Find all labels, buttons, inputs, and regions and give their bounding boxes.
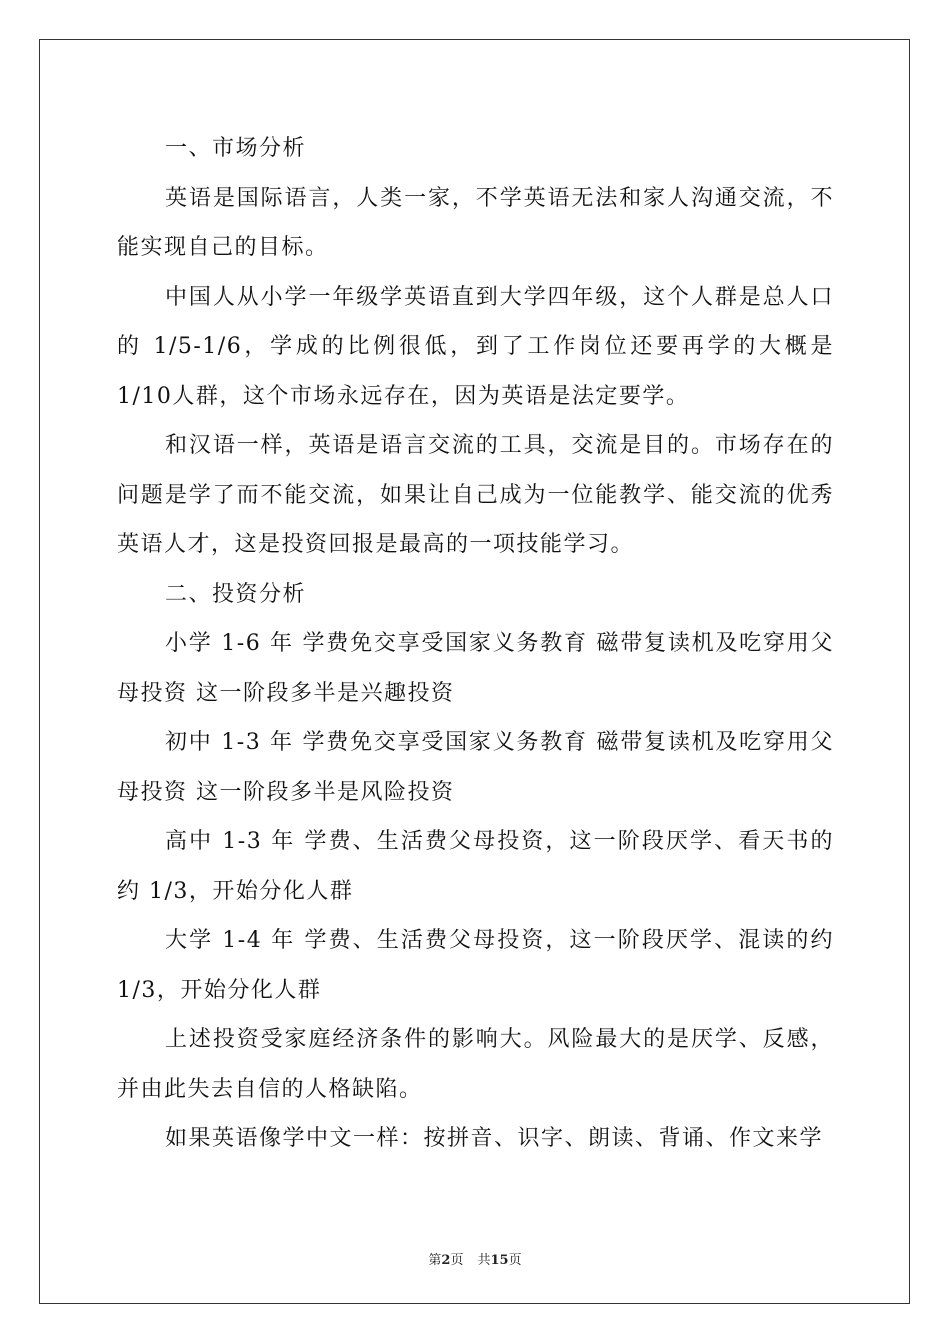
total-page-count: 15 — [490, 1253, 509, 1268]
paragraph: 高中 1-3 年 学费、生活费父母投资，这一阶段厌学、看天书的约 1/3，开始分化人群 — [117, 829, 834, 904]
paragraph: 如果英语像学中文一样：按拼音、识字、朗读、背诵、作文来学 — [165, 1126, 824, 1151]
paragraph: 和汉语一样，英语是语言交流的工具，交流是目的。市场存在的问题是学了而不能交流，如果让自己成为一位能教学、能交流的优秀英语人才，这是投资回报是最高的一项技能学习。 — [117, 433, 834, 557]
page-prefix: 第 — [428, 1253, 442, 1268]
section-heading-market-analysis: 一、市场分析 — [165, 136, 307, 161]
paragraph: 中国人从小学一年级学英语直到大学四年级，这个人群是总人口的 1/5-1/6，学成的比例很低，到了工作岗位还要再学的大概是 1/10人群，这个市场永远存在，因为英语是法定要学。 — [117, 284, 843, 409]
total-prefix: 共 — [477, 1253, 491, 1268]
paragraph: 初中 1-3 年 学费免交享受国家义务教育 磁带复读机及吃穿用父母投资 这一阶段多半是风险投资 — [117, 730, 834, 805]
paragraph: 英语是国际语言，人类一家，不学英语无法和家人沟通交流，不能实现自己的目标。 — [117, 185, 834, 260]
paragraph: 小学 1-6 年 学费免交享受国家义务教育 磁带复读机及吃穿用父母投资 这一阶段多半是兴趣投资 — [117, 631, 834, 706]
page-footer — [0, 1249, 950, 1268]
current-page-number: 2 — [441, 1253, 451, 1268]
page-suffix: 页 — [450, 1253, 464, 1268]
section-heading-investment-analysis: 二、投资分析 — [165, 581, 307, 607]
paragraph: 上述投资受家庭经济条件的影响大。风险最大的是厌学、反感，并由此失去自信的人格缺陷。 — [117, 1027, 834, 1102]
total-suffix: 页 — [508, 1253, 522, 1268]
document-body — [117, 124, 843, 1164]
paragraph: 大学 1-4 年 学费、生活费父母投资，这一阶段厌学、混读的约1/3，开始分化人群 — [117, 928, 834, 1003]
